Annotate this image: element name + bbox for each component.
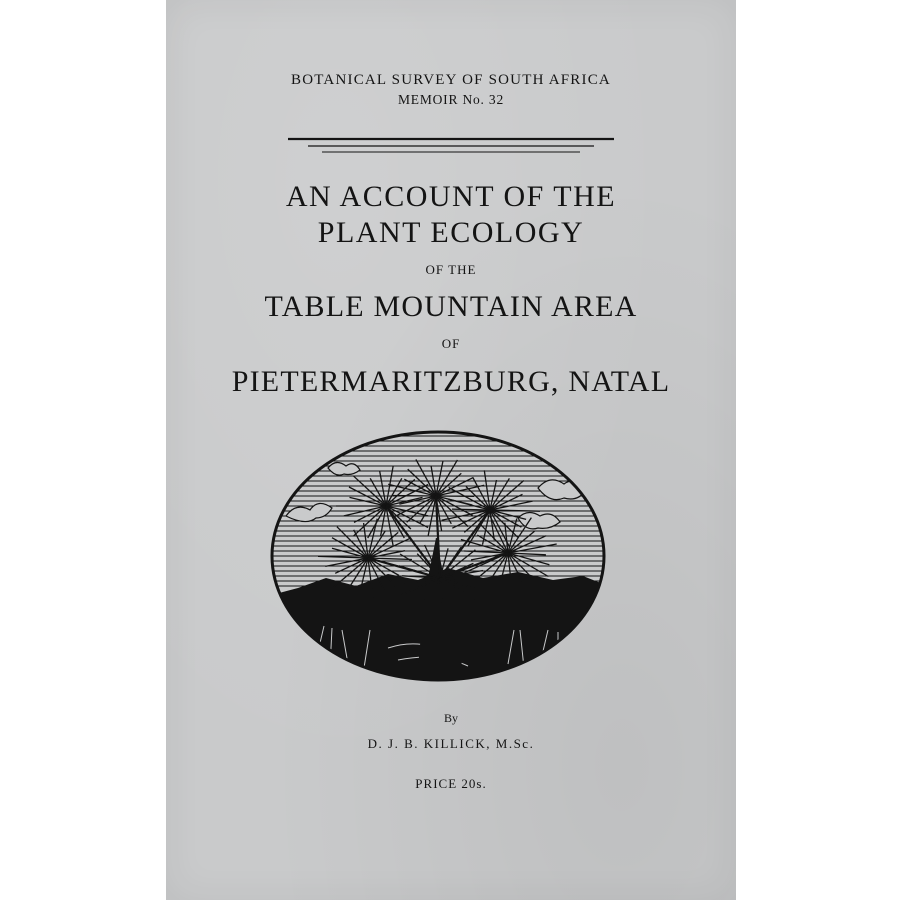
title-line-1: AN ACCOUNT OF THE bbox=[285, 180, 617, 213]
author-name: D. J. B. KILLICK, M.Sc. bbox=[367, 736, 535, 751]
byline-label: By bbox=[443, 711, 458, 725]
title-line-2: PLANT ECOLOGY bbox=[317, 216, 585, 249]
memoir-number: MEMOIR No. 32 bbox=[397, 92, 505, 107]
title-line-3: OF THE bbox=[425, 262, 477, 277]
title-line-4: TABLE MOUNTAIN AREA bbox=[264, 290, 638, 323]
cycad-vignette-illustration bbox=[268, 428, 608, 688]
book-cover bbox=[166, 0, 736, 900]
series-title: BOTANICAL SURVEY OF SOUTH AFRICA bbox=[291, 72, 611, 88]
decorative-rules bbox=[288, 137, 614, 157]
title-line-6: PIETERMARITZBURG, NATAL bbox=[231, 365, 671, 398]
price-label: PRICE 20s. bbox=[415, 776, 487, 791]
title-line-5: OF bbox=[441, 336, 461, 351]
